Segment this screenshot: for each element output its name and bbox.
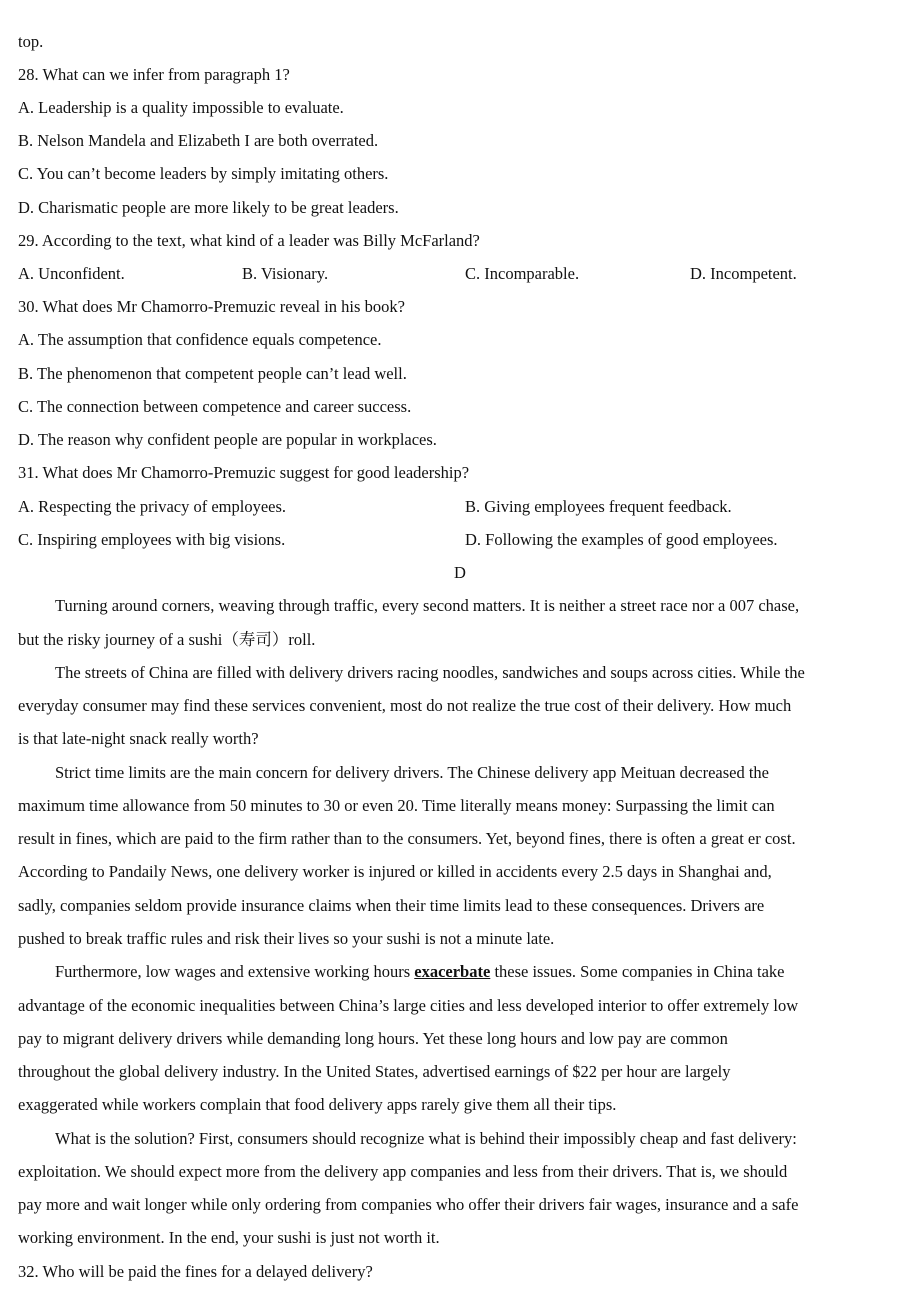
question-30-option-a: A. The assumption that confidence equals competence. — [18, 330, 382, 349]
question-32-stem: 32. Who will be paid the fines for a delayed delivery? — [18, 1262, 373, 1281]
question-31-option-d: D. Following the examples of good employees. — [465, 530, 778, 549]
question-30-option-c: C. The connection between competence and career success. — [18, 397, 412, 416]
question-29-stem: 29. According to the text, what kind of a leader was Billy McFarland? — [18, 231, 480, 250]
previous-passage-tail: top. — [18, 32, 44, 51]
question-30-option-d: D. The reason why confident people are popular in workplaces. — [18, 430, 437, 449]
passage-line: pushed to break traffic rules and risk their lives so your sushi is not a minute late. — [18, 929, 555, 948]
passage-line: The streets of China are filled with delivery drivers racing noodles, sandwiches and soups across cities. While the — [55, 663, 805, 682]
question-28-option-a: A. Leadership is a quality impossible to evaluate. — [18, 98, 344, 117]
question-30-stem: 30. What does Mr Chamorro-Premuzic reveal in his book? — [18, 297, 405, 316]
passage-line: maximum time allowance from 50 minutes to 30 or even 20. Time literally means money: Surpassing the limit can — [18, 796, 775, 815]
passage-line: is that late-night snack really worth? — [18, 729, 259, 748]
question-29-option-a: A. Unconfident. — [18, 264, 125, 283]
passage-line: working environment. In the end, your sushi is just not worth it. — [18, 1228, 440, 1247]
passage-line: advantage of the economic inequalities between China’s large cities and less developed interior to offer extremely low — [18, 996, 799, 1015]
passage-line — [55, 962, 785, 982]
passage-line: According to Pandaily News, one delivery worker is injured or killed in accidents every 2.5 days in Shanghai and, — [18, 862, 772, 881]
question-28-option-d: D. Charismatic people are more likely to be great leaders. — [18, 198, 399, 217]
question-30-option-b: B. The phenomenon that competent people can’t lead well. — [18, 364, 407, 383]
question-28-stem: 28. What can we infer from paragraph 1? — [18, 65, 290, 84]
passage-line: Strict time limits are the main concern for delivery drivers. The Chinese delivery app Meituan decreased the — [55, 763, 769, 782]
question-31-option-a: A. Respecting the privacy of employees. — [18, 497, 287, 516]
question-31-option-c: C. Inspiring employees with big visions. — [18, 530, 286, 549]
question-29-option-c: C. Incomparable. — [465, 264, 580, 283]
passage-line: but the risky journey of a sushi（寿司）roll. — [18, 630, 316, 649]
passage-line: pay to migrant delivery drivers while demanding long hours. Yet these long hours and low pay are common — [18, 1029, 728, 1048]
passage-line: Turning around corners, weaving through traffic, every second matters. It is neither a street race nor a 007 chase, — [55, 596, 800, 615]
passage-line: pay more and wait longer while only ordering from companies who offer their drivers fair wages, insurance and a safe — [18, 1195, 799, 1214]
question-31-stem: 31. What does Mr Chamorro-Premuzic suggest for good leadership? — [18, 463, 470, 482]
question-28-option-b: B. Nelson Mandela and Elizabeth I are both overrated. — [18, 131, 379, 150]
section-d-heading: D — [454, 563, 466, 582]
passage-text: these issues. Some companies in China take — [490, 962, 785, 981]
passage-line: throughout the global delivery industry. In the United States, advertised earnings of $22 per hour are largely — [18, 1062, 731, 1081]
question-31-option-b: B. Giving employees frequent feedback. — [465, 497, 732, 516]
question-29-option-b: B. Visionary. — [242, 264, 329, 283]
underlined-word: exacerbate — [414, 962, 491, 981]
passage-line: sadly, companies seldom provide insurance claims when their time limits lead to these consequences. Drivers are — [18, 896, 765, 915]
question-28-option-c: C. You can’t become leaders by simply imitating others. — [18, 164, 389, 183]
passage-line: exploitation. We should expect more from the delivery app companies and less from their drivers. That is, we should — [18, 1162, 788, 1181]
passage-line: What is the solution? First, consumers should recognize what is behind their impossibly cheap and fast delivery: — [55, 1129, 797, 1148]
passage-line: result in fines, which are paid to the firm rather than to the consumers. Yet, beyond fines, there is often a great er cost. — [18, 829, 796, 848]
question-29-option-d: D. Incompetent. — [690, 264, 797, 283]
passage-line: everyday consumer may find these services convenient, most do not realize the true cost of their delivery. How much — [18, 696, 792, 715]
passage-text: Furthermore, low wages and extensive working hours — [55, 962, 415, 981]
passage-line: exaggerated while workers complain that food delivery apps rarely give them all their tips. — [18, 1095, 617, 1114]
